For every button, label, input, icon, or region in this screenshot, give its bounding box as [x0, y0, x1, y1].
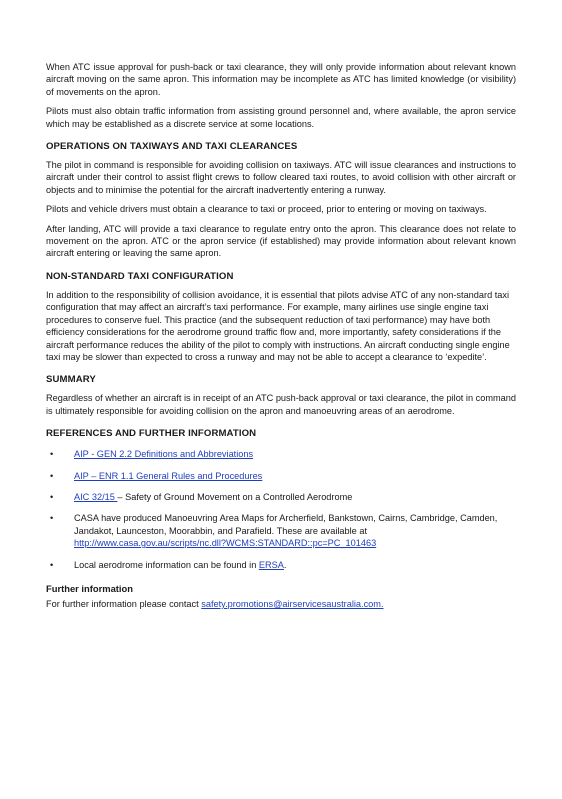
casa-link[interactable]: http://www.casa.gov.au/scripts/nc.dll?WCMS:STANDARD::pc=PC_101463	[74, 538, 377, 549]
reference-item	[46, 512, 516, 549]
taxiways-paragraph-3: After landing, ATC will provide a taxi clearance to regulate entry onto the apron. This clearance does not relate to movement on the apron. ATC or the apron service (if established) may provide information about relevant known aircraft entering or leaving the same apron.	[46, 223, 516, 259]
reference-item	[46, 448, 516, 460]
taxiways-paragraph-1: The pilot in command is responsible for avoiding collision on taxiways. ATC will issue clearances and instructions to aircraft under their control to assist flight crews to follow cleared taxi routes, to avoid collision with other aircraft or objects and to minimise the potential for the aircraft inadvertently entering a runway.	[46, 160, 516, 195]
ersa-period: .	[283, 559, 287, 570]
ersa-text: Local aerodrome information can be found in	[74, 559, 259, 570]
summary-heading: SUMMARY	[46, 374, 96, 386]
ersa-link[interactable]: ERSA	[258, 559, 284, 570]
bullet-icon: •	[50, 449, 54, 460]
aic-description: – Safety of Ground Movement on a Controlled Aerodrome	[117, 491, 353, 502]
summary-paragraph: Regardless of whether an aircraft is in receipt of an ATC push-back approval or taxi clearance, the pilot in command is ultimately responsible for avoiding collision on the apron and manoeuvring areas of an aerodrome.	[46, 393, 516, 416]
nonstandard-heading: NON-STANDARD TAXI CONFIGURATION	[46, 270, 234, 282]
references-heading: REFERENCES AND FURTHER INFORMATION	[46, 428, 257, 440]
email-link[interactable]: safety.promotions@airservicesaustralia.com.	[201, 598, 384, 609]
reference-item	[46, 470, 516, 482]
reference-item	[46, 491, 516, 503]
taxiways-paragraph-2: Pilots and vehicle drivers must obtain a clearance to taxi or proceed, prior to entering or moving on taxiways.	[46, 204, 487, 215]
bullet-icon: •	[50, 559, 54, 570]
further-info-paragraph	[46, 598, 516, 610]
aip-enr-link[interactable]: AIP – ENR 1.1 General Rules and Procedures	[74, 470, 263, 481]
intro-paragraph-1: When ATC issue approval for push-back or taxi clearance, they will only provide information about relevant known aircraft moving on the same apron. This information may be incomplete as ATC has limited knowledge (or visibility) of movements on the apron.	[46, 62, 516, 97]
bullet-icon: •	[50, 470, 54, 481]
further-info-text: For further information please contact	[46, 598, 202, 609]
bullet-icon: •	[50, 513, 54, 524]
references-list	[46, 448, 516, 571]
aip-gen-link[interactable]: AIP - GEN 2.2 Definitions and Abbreviations	[74, 449, 254, 460]
further-info-heading: Further information	[46, 582, 133, 594]
taxiways-heading: OPERATIONS ON TAXIWAYS AND TAXI CLEARANCES	[46, 141, 298, 153]
intro-paragraph-2: Pilots must also obtain traffic information from assisting ground personnel and, where available, the apron service which may be established as a discrete service at some locations.	[46, 106, 516, 129]
bullet-icon: •	[50, 491, 54, 502]
reference-item	[46, 559, 516, 571]
nonstandard-paragraph: In addition to the responsibility of collision avoidance, it is essential that pilots advise ATC of any non-standard taxi configuration that may affect an aircraft’s taxi performance. For example, many airlines use single engine taxi procedures to conserve fuel. This practice (and the subsequent reduction of taxi performance) may have both efficiency considerations for the aerodrome ground traffic flow and, more importantly, safety considerations if the aircraft performance reduces the ability of the pilot to comply with instructions. An aircraft conducting single engine taxi may be slower than expected to cross a runway and may not be able to accept a clearance to ‘expedite’.	[46, 289, 510, 362]
casa-maps-text: CASA have produced Manoeuvring Area Maps for Archerfield, Bankstown, Cairns, Cambridge, Camden, Jandakot, Launceston, Moorabbin, and Parafield. These are available at	[74, 513, 498, 536]
aic-link[interactable]: AIC 32/15	[74, 491, 118, 502]
